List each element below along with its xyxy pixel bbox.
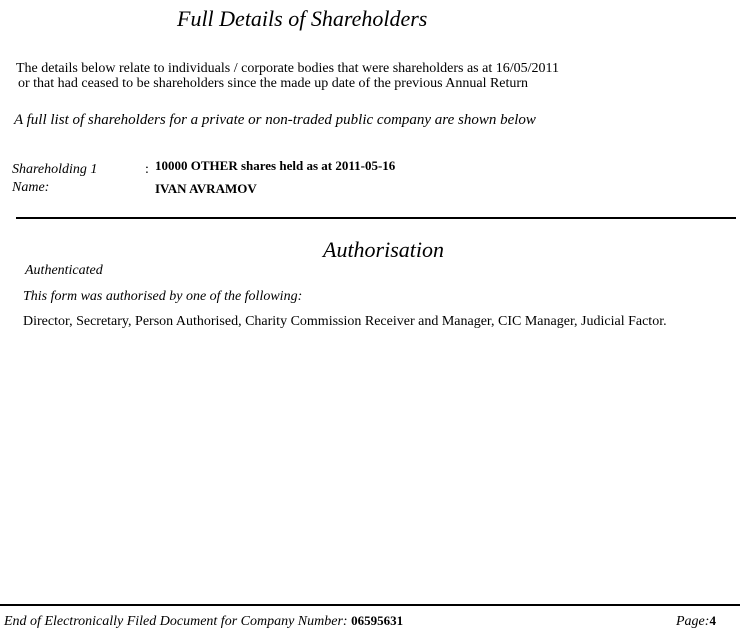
intro-line-1: The details below relate to individuals / corporate bodies that were shareholders as at 16/05/2011 <box>16 61 559 76</box>
footer-page <box>676 613 716 629</box>
name-label: Name: <box>12 180 50 195</box>
authorised-roles: Director, Secretary, Person Authorised, Charity Commission Receiver and Manager, CIC Manager, Judicial Factor. <box>23 314 667 329</box>
page-number: 4 <box>709 613 716 628</box>
authentication-status: Authenticated <box>25 263 103 278</box>
footer-end-text: End of Electronically Filed Document for Company Number: <box>4 614 348 629</box>
footer-left <box>4 613 403 629</box>
shareholding-label: Shareholding 1 <box>12 162 98 177</box>
list-note: A full list of shareholders for a private or non-traded public company are shown below <box>14 112 536 128</box>
footer-divider <box>0 604 740 606</box>
shareholding-value: 10000 OTHER shares held as at 2011-05-16 <box>155 158 396 173</box>
page-label: Page: <box>676 614 710 629</box>
authorisation-note: This form was authorised by one of the following: <box>23 289 303 304</box>
authorisation-title: Authorisation <box>323 237 445 262</box>
page-title: Full Details of Shareholders <box>177 6 428 31</box>
shareholder-name: IVAN AVRAMOV <box>155 181 257 196</box>
section-divider <box>16 217 736 219</box>
intro-line-2: or that had ceased to be shareholders since the made up date of the previous Annual Return <box>18 76 529 91</box>
shareholding-colon: : <box>145 162 149 177</box>
company-number: 06595631 <box>351 613 404 628</box>
